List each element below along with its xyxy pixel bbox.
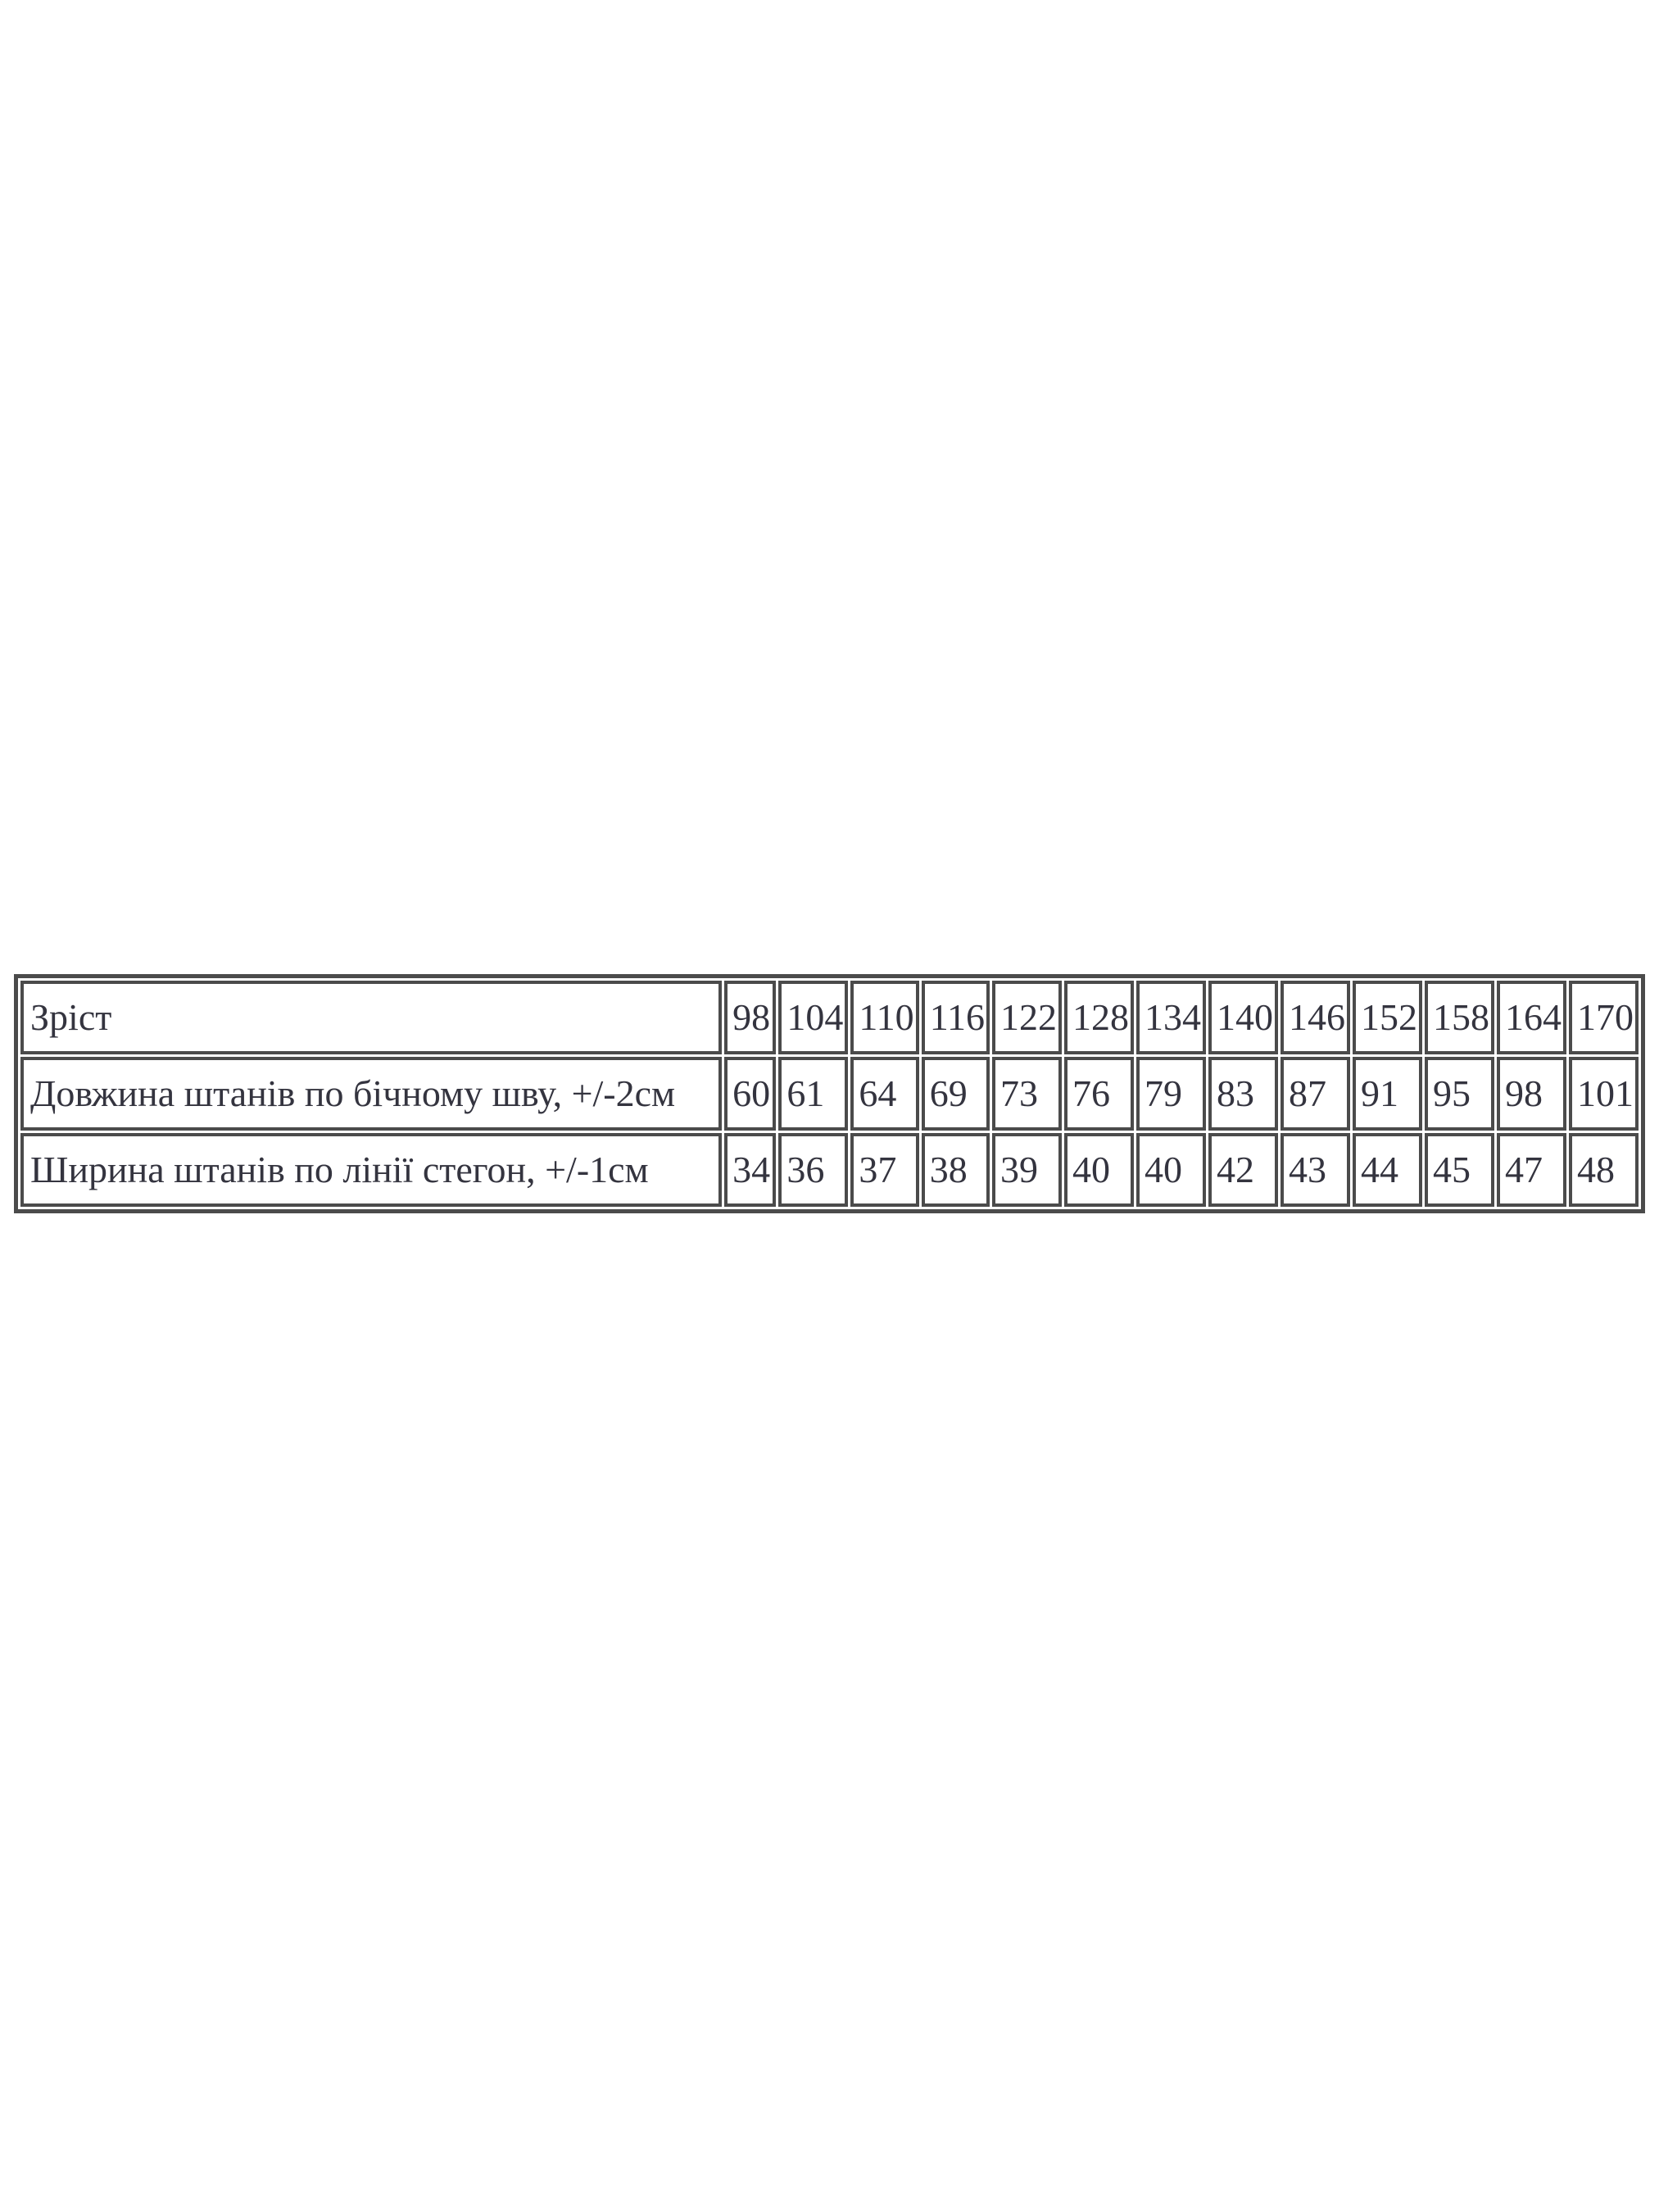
table-row (20, 1133, 1639, 1207)
value-cell: 37 (850, 1133, 918, 1207)
value-cell: 128 (1064, 981, 1134, 1054)
table-row (20, 981, 1639, 1054)
value-cell: 44 (1353, 1133, 1422, 1207)
row-label: Довжина штанів по бічному шву, +/-2см (20, 1057, 722, 1131)
value-cell: 98 (1497, 1057, 1566, 1131)
value-cell: 48 (1569, 1133, 1639, 1207)
value-cell: 91 (1353, 1057, 1422, 1131)
value-cell: 152 (1353, 981, 1422, 1054)
value-cell: 38 (922, 1133, 990, 1207)
value-cell: 73 (992, 1057, 1062, 1131)
value-cell: 158 (1425, 981, 1494, 1054)
value-cell: 39 (992, 1133, 1062, 1207)
value-cell: 79 (1136, 1057, 1206, 1131)
value-cell: 146 (1281, 981, 1350, 1054)
table-row (20, 1057, 1639, 1131)
size-chart-table (14, 974, 1645, 1213)
value-cell: 98 (724, 981, 776, 1054)
value-cell: 42 (1208, 1133, 1278, 1207)
value-cell: 140 (1208, 981, 1278, 1054)
value-cell: 110 (850, 981, 918, 1054)
value-cell: 60 (724, 1057, 776, 1131)
value-cell: 76 (1064, 1057, 1134, 1131)
value-cell: 40 (1064, 1133, 1134, 1207)
value-cell: 170 (1569, 981, 1639, 1054)
value-cell: 45 (1425, 1133, 1494, 1207)
value-cell: 69 (922, 1057, 990, 1131)
row-label: Ширина штанів по лінії стегон, +/-1см (20, 1133, 722, 1207)
value-cell: 164 (1497, 981, 1566, 1054)
value-cell: 40 (1136, 1133, 1206, 1207)
value-cell: 83 (1208, 1057, 1278, 1131)
row-label: Зріст (20, 981, 722, 1054)
size-chart-container (14, 974, 1645, 1213)
value-cell: 134 (1136, 981, 1206, 1054)
value-cell: 36 (778, 1133, 848, 1207)
value-cell: 101 (1569, 1057, 1639, 1131)
value-cell: 34 (724, 1133, 776, 1207)
value-cell: 43 (1281, 1133, 1350, 1207)
value-cell: 64 (850, 1057, 918, 1131)
value-cell: 104 (778, 981, 848, 1054)
value-cell: 122 (992, 981, 1062, 1054)
value-cell: 95 (1425, 1057, 1494, 1131)
size-table-body (20, 981, 1639, 1207)
value-cell: 87 (1281, 1057, 1350, 1131)
value-cell: 47 (1497, 1133, 1566, 1207)
value-cell: 61 (778, 1057, 848, 1131)
value-cell: 116 (922, 981, 990, 1054)
